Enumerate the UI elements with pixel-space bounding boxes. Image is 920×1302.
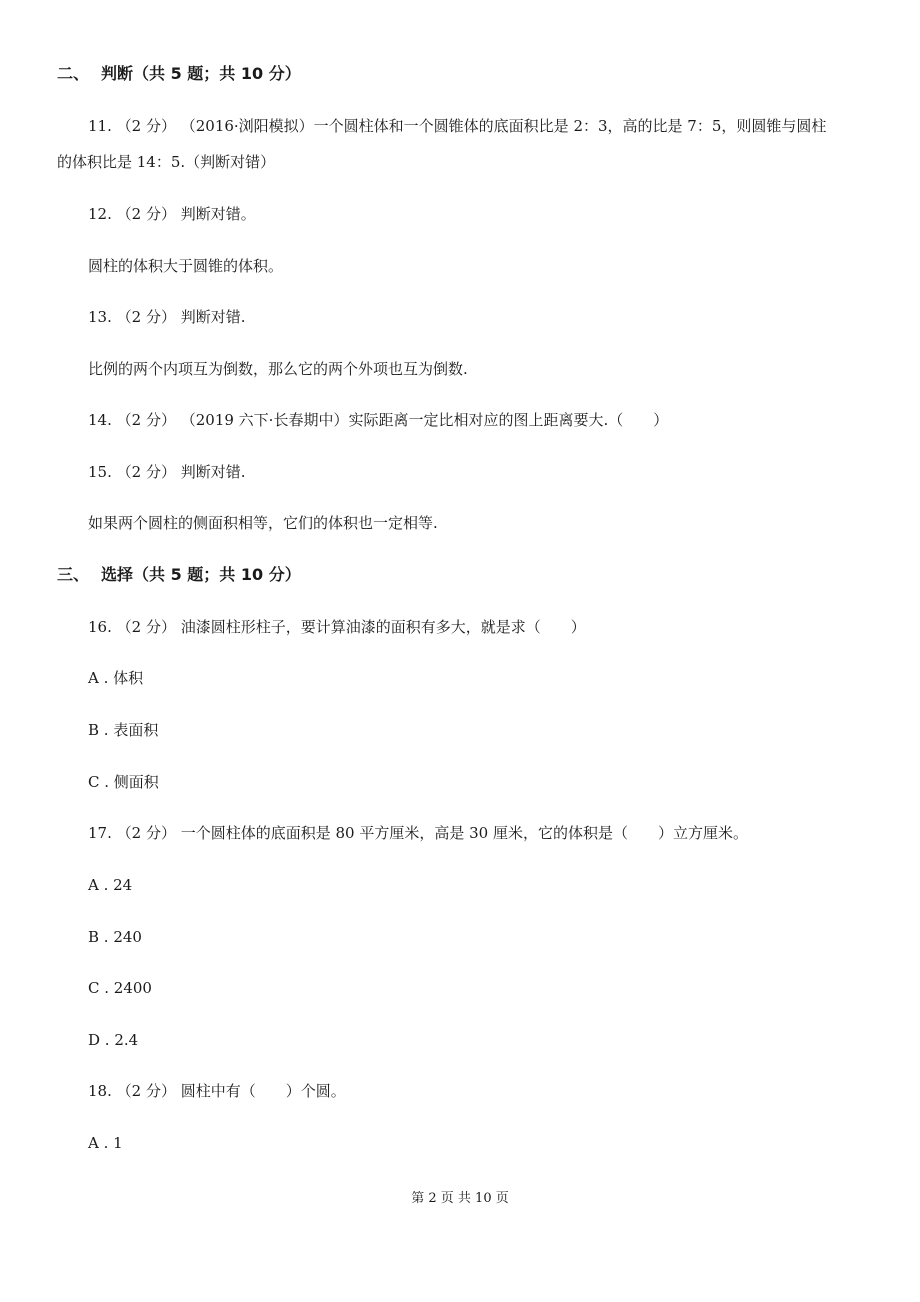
section-title: 判断（共 5 题；共 10 分）	[101, 64, 301, 83]
question-12	[88, 204, 256, 224]
question-score: （2 分）	[116, 1082, 176, 1100]
option-17-a[interactable]: A . 24	[88, 876, 133, 894]
question-11-continued: 的体积比是 14：5.（判断对错）	[57, 153, 276, 171]
question-score: （2 分）	[116, 308, 176, 326]
section-number: 二、	[57, 64, 90, 83]
question-number: 17.	[88, 824, 112, 842]
question-15	[88, 462, 246, 482]
question-score: （2 分）	[116, 824, 176, 842]
question-text: 判断对错.	[180, 308, 246, 326]
question-14	[88, 410, 668, 430]
option-18-a[interactable]: A . 1	[88, 1134, 123, 1152]
question-text: 油漆圆柱形柱子，要计算油漆的面积有多大，就是求（ ）	[180, 618, 586, 636]
option-17-d[interactable]: D . 2.4	[88, 1031, 139, 1049]
question-12-statement: 圆柱的体积大于圆锥的体积。	[88, 257, 284, 275]
question-score: （2 分）	[116, 205, 176, 223]
question-number: 16.	[88, 618, 112, 636]
section-number: 三、	[57, 565, 90, 584]
question-score: （2 分）	[116, 117, 176, 135]
question-text: 判断对错.	[180, 463, 246, 481]
page-footer: 第 2 页 共 10 页	[411, 1191, 509, 1206]
question-13	[88, 307, 246, 327]
question-number: 15.	[88, 463, 112, 481]
question-13-statement: 比例的两个内项互为倒数，那么它的两个外项也互为倒数.	[88, 360, 468, 378]
question-15-statement: 如果两个圆柱的侧面积相等，它们的体积也一定相等.	[88, 514, 438, 532]
question-text: 判断对错。	[180, 205, 256, 223]
question-score: （2 分）	[116, 463, 176, 481]
question-17	[88, 823, 748, 843]
question-18	[88, 1081, 346, 1101]
question-score: （2 分）	[116, 411, 176, 429]
option-17-c[interactable]: C . 2400	[88, 979, 152, 997]
question-11	[88, 116, 826, 136]
question-text: 圆柱中有（ ）个圆。	[180, 1082, 346, 1100]
question-number: 12.	[88, 205, 112, 223]
question-score: （2 分）	[116, 618, 176, 636]
option-17-b[interactable]: B . 240	[88, 928, 142, 946]
question-number: 13.	[88, 308, 112, 326]
option-16-c[interactable]: C . 侧面积	[88, 773, 159, 791]
section-title: 选择（共 5 题；共 10 分）	[101, 565, 301, 584]
question-text: （2016·浏阳模拟）一个圆柱体和一个圆锥体的底面积比是 2：3，高的比是 7：5，则圆锥与圆柱	[180, 117, 827, 135]
section-heading-choice	[57, 565, 301, 585]
question-number: 18.	[88, 1082, 112, 1100]
question-16	[88, 617, 586, 637]
question-number: 11.	[88, 117, 112, 135]
option-16-a[interactable]: A . 体积	[88, 669, 144, 687]
question-number: 14.	[88, 411, 112, 429]
question-text: （2019 六下·长春期中）实际距离一定比相对应的图上距离要大.（ ）	[180, 411, 669, 429]
option-16-b[interactable]: B . 表面积	[88, 721, 159, 739]
section-heading-judge	[57, 64, 301, 84]
question-text: 一个圆柱体的底面积是 80 平方厘米，高是 30 厘米，它的体积是（ ）立方厘米。	[180, 824, 748, 842]
